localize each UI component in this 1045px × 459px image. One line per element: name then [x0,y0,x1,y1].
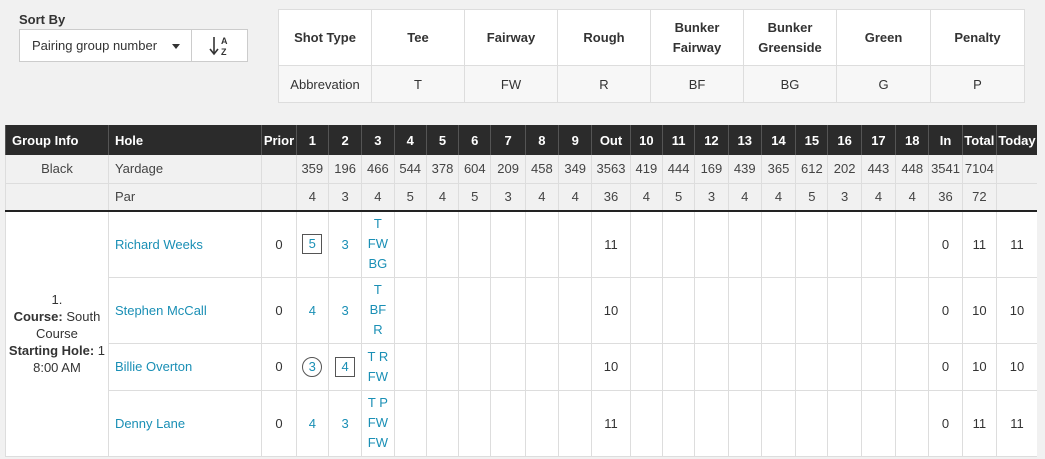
hole-4-score[interactable] [394,277,426,343]
hole-1-value: 5 [302,234,322,254]
player-row [6,343,1038,390]
hole-2-value: 3 [341,415,349,431]
hole-12-score[interactable] [695,277,728,343]
player-name-link[interactable]: Richard Weeks [108,211,261,277]
sort-alpha-icon [208,34,232,58]
yardage-cell: 439 [728,155,761,183]
legend-header-6: Green [837,10,931,66]
yardage-cell: 443 [861,155,895,183]
hole-7-score[interactable] [491,211,525,277]
legend-abbrev-7: P [931,66,1025,103]
column-header-14: 11 [662,125,694,155]
yardage-cell: 612 [796,155,828,183]
par-cell: 4 [525,183,558,211]
hole-8-score[interactable] [525,343,558,390]
par-cell: 4 [896,183,929,211]
yardage-cell: 544 [394,155,426,183]
hole-13-score[interactable] [728,390,761,456]
column-header-8: 6 [459,125,491,155]
hole-16-score[interactable] [828,211,861,277]
par-cell: 5 [796,183,828,211]
legend-abbrev-5: BG [744,66,837,103]
legend-abbrev-6: G [837,66,931,103]
column-header-22: In [929,125,962,155]
hole-14-score[interactable] [761,343,795,390]
yardage-cell: 365 [761,155,795,183]
par-cell: 36 [929,183,962,211]
hole-11-score[interactable] [662,390,694,456]
column-header-4: 2 [328,125,361,155]
hole-13-score[interactable] [728,277,761,343]
prior-score: 0 [262,211,296,277]
column-header-12: Out [592,125,630,155]
yardage-label: Yardage [108,155,261,183]
column-header-0: Group Info [6,125,109,155]
today-score: 10 [997,277,1038,343]
scorecard-table [5,125,1037,457]
hole-12-score[interactable] [695,343,728,390]
par-label: Par [108,183,261,211]
yardage-cell: 202 [828,155,861,183]
shot-code: FW [367,415,388,430]
hole-6-score[interactable] [459,390,491,456]
par-cell: 5 [394,183,426,211]
hole-2-value: 3 [341,302,349,318]
legend-abbrev-4: BF [651,66,744,103]
par-cell: 72 [962,183,996,211]
starting-hole-value: 1 [97,343,106,359]
column-header-10: 8 [525,125,558,155]
column-header-20: 17 [861,125,895,155]
yardage-cell: 448 [896,155,929,183]
column-header-19: 16 [828,125,861,155]
out-score: 10 [592,277,630,343]
legend-abbrev-3: R [558,66,651,103]
shot-code: FW [367,435,388,450]
hole-1-score[interactable] [296,343,328,390]
legend-abbrev-1: T [372,66,465,103]
hole-18-score[interactable] [896,390,929,456]
hole-13-score[interactable] [728,211,761,277]
hole-5-score[interactable] [426,390,458,456]
hole-7-score[interactable] [491,390,525,456]
hole-9-score[interactable] [559,343,592,390]
hole-16-score[interactable] [828,390,861,456]
hole-18-score[interactable] [896,277,929,343]
hole-5-score[interactable] [426,277,458,343]
course-value: South [66,309,101,325]
today-score: 11 [997,390,1038,456]
par-prior [262,183,296,211]
par-today [997,183,1038,211]
column-header-2: Prior [262,125,296,155]
hole-6-score[interactable] [459,343,491,390]
hole-17-score[interactable] [861,277,895,343]
hole-8-score[interactable] [525,211,558,277]
yardage-cell: 3563 [592,155,630,183]
column-header-11: 9 [559,125,592,155]
hole-8-score[interactable] [525,390,558,456]
hole-5-score[interactable] [426,343,458,390]
total-score: 11 [962,390,996,456]
hole-1-value: 4 [308,415,316,431]
course-value-2: Course [36,326,78,342]
shot-code: T [373,216,382,232]
hole-15-score[interactable] [796,277,828,343]
yardage-cell: 378 [426,155,458,183]
hole-16-score[interactable] [828,277,861,343]
out-score: 11 [592,211,630,277]
svg-text:A: A [220,35,227,46]
player-name-link[interactable]: Denny Lane [108,390,261,456]
column-header-13: 10 [630,125,662,155]
shot-code: T P [367,395,388,410]
column-header-9: 7 [491,125,525,155]
par-row [6,183,1038,211]
hole-5-score[interactable] [426,211,458,277]
par-cell: 4 [559,183,592,211]
par-cell: 4 [761,183,795,211]
hole-3-shots[interactable] [362,211,394,277]
column-header-5: 3 [362,125,394,155]
prior-score: 0 [262,277,296,343]
player-row [6,211,1038,277]
hole-11-score[interactable] [662,211,694,277]
hole-4-score[interactable] [394,343,426,390]
hole-7-score[interactable] [491,343,525,390]
hole-10-score[interactable] [630,277,662,343]
hole-2-score[interactable] [328,390,361,456]
yardage-cell: 196 [328,155,361,183]
par-cell: 4 [630,183,662,211]
column-header-16: 13 [728,125,761,155]
tee-time: 8:00 AM [33,360,81,376]
par-cell: 3 [491,183,525,211]
today-score: 11 [997,211,1038,277]
legend-header-3: Rough [558,10,651,66]
hole-1-score[interactable] [296,390,328,456]
player-name-link[interactable]: Stephen McCall [108,277,261,343]
yardage-cell: 466 [362,155,394,183]
in-score: 0 [929,343,962,390]
hole-9-score[interactable] [559,390,592,456]
hole-15-score[interactable] [796,343,828,390]
hole-16-score[interactable] [828,343,861,390]
shot-code: BF [369,302,387,317]
par-cell: 36 [592,183,630,211]
legend-abbrev-2: FW [465,66,558,103]
hole-15-score[interactable] [796,390,828,456]
shot-code: T R [367,348,389,364]
course-label: Course: [13,309,63,325]
column-header-24: Today [997,125,1038,155]
hole-2-score[interactable] [328,343,361,390]
hole-14-score[interactable] [761,211,795,277]
hole-17-score[interactable] [861,211,895,277]
yardage-cell: 169 [695,155,728,183]
group-info-cell [6,211,109,456]
yardage-row [6,155,1038,183]
svg-text:Z: Z [220,46,226,57]
hole-14-score[interactable] [761,277,795,343]
par-group [6,183,109,211]
hole-13-score[interactable] [728,343,761,390]
hole-6-score[interactable] [459,211,491,277]
player-row [6,277,1038,343]
chevron-down-icon [172,44,180,49]
total-score: 11 [962,211,996,277]
legend-header-4: Bunker Fairway [651,10,744,66]
prior-score: 0 [262,343,296,390]
player-name-link[interactable]: Billie Overton [108,343,261,390]
tee-name: Black [6,155,109,183]
hole-3-shots[interactable] [362,390,394,456]
yardage-today [997,155,1038,183]
hole-3-shots[interactable] [362,343,394,390]
hole-9-score[interactable] [559,277,592,343]
hole-17-score[interactable] [861,390,895,456]
legend-header-1: Tee [372,10,465,66]
hole-12-score[interactable] [695,390,728,456]
shot-type-legend [278,9,1025,103]
yardage-cell: 419 [630,155,662,183]
column-header-15: 12 [695,125,728,155]
hole-6-score[interactable] [459,277,491,343]
hole-10-score[interactable] [630,211,662,277]
hole-2-score[interactable] [328,211,361,277]
in-score: 0 [929,390,962,456]
prior-score: 0 [262,390,296,456]
hole-1-score[interactable] [296,277,328,343]
sort-label: Sort By [19,12,66,27]
hole-2-value: 4 [335,357,355,377]
column-header-17: 14 [761,125,795,155]
hole-2-value: 3 [341,236,349,252]
shot-code: T [373,282,382,297]
yardage-cell: 604 [459,155,491,183]
hole-1-score[interactable] [296,211,328,277]
column-header-6: 4 [394,125,426,155]
yardage-prior [262,155,296,183]
hole-8-score[interactable] [525,277,558,343]
legend-header-2: Fairway [465,10,558,66]
hole-12-score[interactable] [695,211,728,277]
yardage-cell: 3541 [929,155,962,183]
par-cell: 5 [459,183,491,211]
column-header-3: 1 [296,125,328,155]
yardage-cell: 359 [296,155,328,183]
yardage-cell: 458 [525,155,558,183]
hole-11-score[interactable] [662,277,694,343]
hole-4-score[interactable] [394,390,426,456]
legend-header-7: Penalty [931,10,1025,66]
starting-hole-label: Starting Hole: [8,343,95,359]
player-row [6,390,1038,456]
column-header-7: 5 [426,125,458,155]
group-number: 1. [51,292,63,308]
sort-select-value: Pairing group number [32,38,158,53]
par-cell: 4 [426,183,458,211]
total-score: 10 [962,343,996,390]
legend-header-5: Bunker Greenside [744,10,837,66]
yardage-cell: 209 [491,155,525,183]
out-score: 11 [592,390,630,456]
sort-select[interactable] [19,29,192,62]
yardage-cell: 7104 [962,155,996,183]
hole-2-score[interactable] [328,277,361,343]
hole-1-value: 3 [302,357,322,377]
in-score: 0 [929,277,962,343]
par-cell: 5 [662,183,694,211]
yardage-cell: 444 [662,155,694,183]
column-header-21: 18 [896,125,929,155]
shot-code: R [373,322,383,337]
par-cell: 4 [861,183,895,211]
total-score: 10 [962,277,996,343]
hole-4-score[interactable] [394,211,426,277]
shot-code: BG [368,256,388,272]
yardage-cell: 349 [559,155,592,183]
hole-1-value: 4 [308,302,316,318]
hole-10-score[interactable] [630,343,662,390]
hole-14-score[interactable] [761,390,795,456]
in-score: 0 [929,211,962,277]
column-header-23: Total [962,125,996,155]
column-header-1: Hole [108,125,261,155]
today-score: 10 [997,343,1038,390]
hole-18-score[interactable] [896,343,929,390]
column-header-18: 15 [796,125,828,155]
legend-header-0: Shot Type [279,10,372,66]
hole-15-score[interactable] [796,211,828,277]
hole-11-score[interactable] [662,343,694,390]
par-cell: 4 [296,183,328,211]
hole-7-score[interactable] [491,277,525,343]
hole-17-score[interactable] [861,343,895,390]
hole-3-shots[interactable] [362,277,394,343]
shot-code: FW [367,368,388,384]
par-cell: 4 [362,183,394,211]
par-cell: 3 [828,183,861,211]
par-cell: 3 [695,183,728,211]
hole-18-score[interactable] [896,211,929,277]
legend-abbrev-0: Abbrevation [279,66,372,103]
out-score: 10 [592,343,630,390]
hole-9-score[interactable] [559,211,592,277]
shot-code: FW [367,236,388,252]
par-cell: 4 [728,183,761,211]
hole-10-score[interactable] [630,390,662,456]
sort-direction-button[interactable] [191,29,248,62]
par-cell: 3 [328,183,361,211]
